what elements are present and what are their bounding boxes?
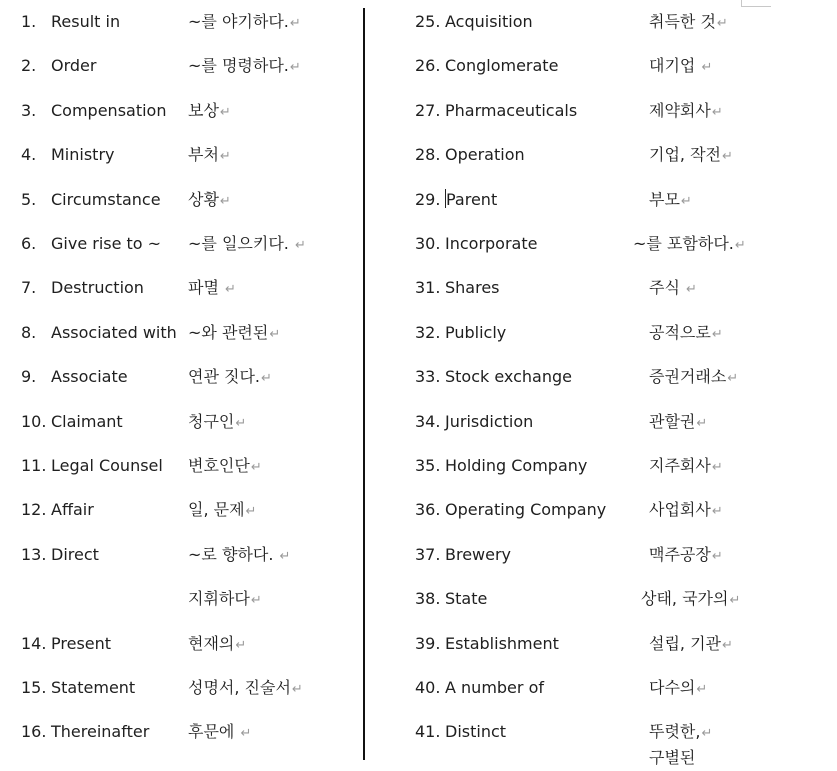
english-term-text: Pharmaceuticals <box>445 100 578 120</box>
korean-meaning-text: ~를 명령하다. <box>188 56 289 76</box>
english-term <box>51 142 115 168</box>
english-term-text: Order <box>51 56 97 76</box>
korean-meaning-continued: 구별된 <box>649 748 696 768</box>
item-number: 31. <box>415 278 441 298</box>
item-number: 33. <box>415 367 441 387</box>
paragraph-mark-icon: ↵ <box>716 16 728 31</box>
paragraph-mark-icon: ↵ <box>291 682 303 697</box>
english-term <box>445 187 497 213</box>
korean-meaning <box>188 497 256 525</box>
paragraph-mark-icon: ↵ <box>701 726 713 742</box>
english-term-text: Compensation <box>51 100 167 120</box>
korean-meaning-text: 지주회사 <box>649 456 711 475</box>
item-number: 36. <box>415 500 441 520</box>
item-number: 1. <box>21 12 37 31</box>
korean-meaning <box>649 719 712 747</box>
korean-meaning <box>633 231 746 259</box>
korean-meaning-text: ~를 야기하다. <box>188 12 289 31</box>
korean-meaning-text: 부처 <box>188 145 219 165</box>
english-term <box>445 542 511 568</box>
english-term-text: Associate <box>51 367 128 387</box>
korean-meaning <box>649 631 733 659</box>
korean-meaning <box>188 275 236 303</box>
english-term-text: Thereinafter <box>51 722 150 742</box>
item-number: 7. <box>21 278 37 298</box>
korean-meaning-text: 보상 <box>188 100 219 120</box>
english-term <box>51 187 161 213</box>
item-number: 10. <box>21 411 47 431</box>
paragraph-mark-icon: ↵ <box>261 371 272 387</box>
item-number: 13. <box>21 544 47 564</box>
paragraph-mark-icon: ↵ <box>722 637 733 653</box>
english-term <box>51 320 177 346</box>
korean-meaning <box>188 409 246 437</box>
paragraph-mark-icon: ↵ <box>279 548 291 564</box>
korean-meaning <box>188 364 272 392</box>
korean-meaning <box>188 53 301 81</box>
english-term <box>445 675 544 701</box>
korean-meaning <box>188 675 303 703</box>
paragraph-mark-icon: ↵ <box>711 548 723 564</box>
item-number: 9. <box>21 367 37 387</box>
paragraph-mark-icon: ↵ <box>219 149 231 165</box>
korean-meaning <box>649 497 723 525</box>
korean-meaning-text: 연관 짓다. <box>188 367 260 387</box>
korean-meaning <box>649 675 707 703</box>
korean-meaning-text: ~로 향하다. <box>188 544 279 564</box>
item-number: 30. <box>415 234 441 253</box>
item-number: 32. <box>415 322 441 342</box>
korean-meaning <box>649 142 733 170</box>
paragraph-mark-icon: ↵ <box>701 60 713 76</box>
korean-meaning <box>188 631 246 659</box>
item-number: 38. <box>415 589 441 609</box>
english-term-text: Associated with <box>51 322 177 342</box>
english-term-text: Shares <box>445 278 500 298</box>
english-term <box>445 9 533 35</box>
korean-meaning-text: 기업, 작전 <box>649 145 721 165</box>
english-term-text: Brewery <box>445 544 512 564</box>
paragraph-mark-icon: ↵ <box>729 593 741 609</box>
paragraph-mark-icon: ↵ <box>289 60 301 76</box>
english-term-text: Claimant <box>51 411 123 431</box>
korean-meaning-text: 증권거래소 <box>649 367 727 387</box>
english-term <box>445 320 506 346</box>
paragraph-mark-icon: ↵ <box>711 504 723 520</box>
korean-meaning <box>188 453 262 481</box>
item-number: 40. <box>415 678 441 697</box>
korean-meaning-text: ~와 관련된 <box>188 322 269 342</box>
english-term <box>51 542 99 568</box>
korean-meaning-text: 관할권 <box>649 411 696 431</box>
korean-meaning-text: 성명서, 진술서 <box>188 678 291 697</box>
english-term <box>51 9 120 35</box>
korean-meaning <box>188 98 231 126</box>
korean-meaning <box>188 542 290 570</box>
english-term-text: Operation <box>445 145 525 165</box>
paragraph-mark-icon: ↵ <box>250 593 262 609</box>
korean-meaning-text: 뚜렷한, <box>649 722 701 742</box>
english-term-text: Ministry <box>51 145 115 165</box>
paragraph-mark-icon: ↵ <box>245 504 257 520</box>
item-number: 27. <box>415 100 441 120</box>
english-term <box>445 275 500 301</box>
korean-meaning-text: 현재의 <box>188 633 235 653</box>
english-term-text: Result in <box>51 12 121 31</box>
english-term <box>51 231 161 257</box>
item-number: 34. <box>415 411 441 431</box>
korean-meaning <box>649 98 723 126</box>
paragraph-mark-icon: ↵ <box>696 415 708 431</box>
item-number: 5. <box>21 189 37 209</box>
item-number: 37. <box>415 544 441 564</box>
english-term-text: Incorporate <box>445 234 538 253</box>
korean-meaning-text: 설립, 기관 <box>649 633 721 653</box>
korean-meaning <box>649 9 728 37</box>
korean-meaning-text: 후문에 <box>188 722 240 742</box>
korean-meaning <box>188 142 231 170</box>
paragraph-mark-icon: ↵ <box>235 415 247 431</box>
english-term-text: Give rise to ~ <box>51 234 162 253</box>
korean-meaning <box>641 586 740 614</box>
paragraph-mark-icon: ↵ <box>225 282 236 298</box>
paragraph-mark-icon: ↵ <box>219 104 231 120</box>
english-term <box>445 497 606 523</box>
korean-meaning <box>188 586 262 614</box>
korean-meaning-text: 부모 <box>649 189 680 209</box>
korean-meaning-text: 일, 문제 <box>188 500 245 520</box>
english-term <box>445 453 587 479</box>
english-term-text: State <box>445 589 488 609</box>
english-term-text: Circumstance <box>51 189 161 209</box>
korean-meaning-text: 청구인 <box>188 411 235 431</box>
paragraph-mark-icon: ↵ <box>289 16 301 31</box>
korean-meaning-text: 공적으로 <box>649 322 711 342</box>
korean-meaning <box>649 320 723 348</box>
english-term <box>445 586 487 612</box>
paragraph-mark-icon: ↵ <box>269 326 281 342</box>
paragraph-mark-icon: ↵ <box>250 460 262 475</box>
english-term <box>445 98 577 124</box>
english-term-text: Present <box>51 633 112 653</box>
english-term <box>445 631 559 657</box>
paragraph-mark-icon: ↵ <box>240 726 252 742</box>
english-term-text: Statement <box>51 678 136 697</box>
item-number: 28. <box>415 145 441 165</box>
korean-meaning-text: 다수의 <box>649 678 696 697</box>
korean-meaning <box>649 53 712 81</box>
english-term <box>445 364 572 390</box>
korean-meaning <box>649 187 692 215</box>
korean-meaning <box>188 9 301 37</box>
english-term <box>51 53 96 79</box>
item-number: 6. <box>21 234 37 253</box>
korean-meaning-text: 상태, 국가의 <box>641 589 729 609</box>
english-term-text: Affair <box>51 500 94 520</box>
english-term <box>51 631 111 657</box>
item-number: 25. <box>415 12 441 31</box>
english-term <box>445 231 537 257</box>
item-number: 8. <box>21 322 37 342</box>
english-term-text: Holding Company <box>445 456 588 475</box>
item-number: 3. <box>21 100 37 120</box>
korean-meaning-text: 대기업 <box>649 56 701 76</box>
korean-meaning <box>649 542 723 570</box>
english-term <box>445 409 533 435</box>
korean-meaning-text: 제약회사 <box>649 100 711 120</box>
english-term-text: Establishment <box>445 633 559 653</box>
english-term <box>51 497 94 523</box>
paragraph-mark-icon: ↵ <box>696 682 708 697</box>
item-number: 2. <box>21 56 37 76</box>
korean-meaning-text: 사업회사 <box>649 500 711 520</box>
english-term-text: Publicly <box>445 322 507 342</box>
english-term-text: Stock exchange <box>445 367 572 387</box>
korean-meaning-text: ~를 일으키다. <box>188 234 294 253</box>
korean-meaning <box>649 275 697 303</box>
english-term <box>51 409 123 435</box>
item-number: 41. <box>415 722 441 742</box>
paragraph-mark-icon: ↵ <box>711 460 723 475</box>
english-term-text: Legal Counsel <box>51 456 163 475</box>
korean-meaning-text: 취득한 것 <box>649 12 716 31</box>
korean-meaning <box>649 453 723 481</box>
english-term-text: Destruction <box>51 278 144 298</box>
korean-meaning <box>188 231 306 259</box>
korean-meaning <box>188 187 231 215</box>
english-term-text: A number of <box>445 678 544 697</box>
item-number: 29. <box>415 189 441 209</box>
korean-meaning <box>188 719 251 747</box>
korean-meaning-text: 파멸 <box>188 278 224 298</box>
paragraph-mark-icon: ↵ <box>680 193 692 209</box>
english-term <box>445 142 525 168</box>
paragraph-mark-icon: ↵ <box>219 193 231 209</box>
english-term-text: Conglomerate <box>445 56 559 76</box>
paragraph-mark-icon: ↵ <box>734 238 746 253</box>
english-term <box>51 364 128 390</box>
korean-meaning-text: 맥주공장 <box>649 544 711 564</box>
korean-meaning-text: 주식 <box>649 278 685 298</box>
english-term <box>51 453 163 479</box>
column-divider <box>363 8 365 760</box>
paragraph-mark-icon: ↵ <box>711 104 723 120</box>
english-term <box>445 53 558 79</box>
korean-meaning <box>649 409 707 437</box>
korean-meaning <box>649 364 738 392</box>
paragraph-mark-icon: ↵ <box>722 149 733 165</box>
english-term-text: Jurisdiction <box>445 411 534 431</box>
item-number: 14. <box>21 633 47 653</box>
english-term <box>51 98 166 124</box>
item-number: 26. <box>415 56 441 76</box>
item-number: 4. <box>21 145 37 165</box>
korean-meaning-text: 변호인단 <box>188 456 250 475</box>
paragraph-mark-icon: ↵ <box>294 238 306 253</box>
korean-meaning-text: ~를 포함하다. <box>633 234 734 253</box>
english-term-text: Distinct <box>445 722 507 742</box>
paragraph-mark-icon: ↵ <box>686 282 697 298</box>
korean-meaning-text: 지휘하다 <box>188 589 250 609</box>
item-number: 35. <box>415 456 441 475</box>
english-term-text: Operating Company <box>445 500 607 520</box>
paragraph-mark-icon: ↵ <box>727 371 739 387</box>
english-term-text: Direct <box>51 544 99 564</box>
corner-crop-mark <box>741 0 771 7</box>
item-number: 16. <box>21 722 47 742</box>
paragraph-mark-icon: ↵ <box>235 637 247 653</box>
item-number: 39. <box>415 633 441 653</box>
english-term <box>51 719 149 745</box>
english-term <box>445 719 506 745</box>
english-term-text: Parent <box>446 189 498 209</box>
korean-meaning-text: 상황 <box>188 189 219 209</box>
english-term <box>51 675 135 701</box>
item-number: 11. <box>21 456 47 475</box>
item-number: 15. <box>21 678 47 697</box>
item-number: 12. <box>21 500 47 520</box>
english-term <box>51 275 144 301</box>
paragraph-mark-icon: ↵ <box>711 326 723 342</box>
korean-meaning <box>188 320 280 348</box>
english-term-text: Acquisition <box>445 12 533 31</box>
